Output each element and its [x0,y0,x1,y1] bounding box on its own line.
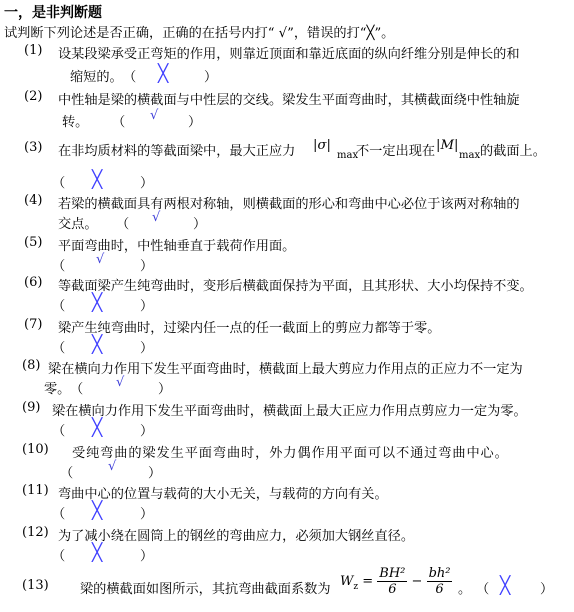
check-mark-icon: √ [150,108,159,123]
answer-close-paren: ） [158,382,172,397]
answer-open-paren: （ [60,466,74,481]
cross-mark-icon: ╳ [92,501,103,521]
question-text: 交点。 [58,217,98,232]
formula-equals: = [358,574,378,589]
question-text: 中性轴是梁的横截面与中性层的交线。梁发生平面弯曲时，其横截面绕中性轴旋 [58,93,520,108]
question-text: 梁在横向力作用下发生平面弯曲时，横截面上最大正应力作用点剪应力一定为零。 [52,404,527,419]
answer-close-paren: ） [540,582,554,597]
item-number: (11) [22,483,49,498]
question-text-part: 不一定出现在 [356,144,436,159]
question-text: 等截面梁产生纯弯曲时，变形后横截面保持为平面，且其形状、大小均保持不变。 [58,279,533,294]
check-mark-icon: √ [108,459,117,474]
fraction-bh-small-squared [427,566,453,597]
answer-open-paren: （ [52,507,66,522]
answer-open-paren: （ [123,70,137,85]
fraction-numerator: BH² [379,566,406,581]
max-subscript: max [337,150,359,161]
answer-open-paren: （ [52,176,66,191]
answer-close-paren: ） [140,424,154,439]
question-text: 转。 [62,115,89,130]
section-title: 一，是非判断题 [4,5,102,21]
question-text-part: 的截面上。 [480,144,546,159]
formula-minus: − [407,574,427,589]
item-number: (5) [24,235,43,250]
sigma-abs-symbol: |σ| [313,138,331,153]
formula-w: W [340,574,354,589]
question-text: 缩短的。 [70,70,123,85]
check-mark-icon: √ [116,375,125,390]
check-mark-icon: √ [96,252,105,267]
cross-mark-icon: ╳ [92,170,103,190]
period-mark: 。 [458,582,472,597]
item-number: (6) [24,275,43,290]
answer-open-paren: （ [116,217,130,232]
answer-close-paren: ） [140,507,154,522]
item-number: (13) [22,578,49,593]
answer-open-paren: （ [52,259,66,274]
item-number: (8) [22,358,41,373]
answer-close-paren: ） [140,299,154,314]
question-text: 梁产生纯弯曲时，过梁内任一点的任一截面上的剪应力都等于零。 [58,321,441,336]
answer-close-paren: ） [204,70,218,85]
question-text: 梁在横向力作用下发生平面弯曲时，横截面上最大剪应力作用点的正应力不一定为 [48,362,523,377]
check-mark-icon: √ [152,210,161,225]
question-text-part: 在非均质材料的等截面梁中，最大正应力 [58,144,296,159]
item-number: (3) [24,140,43,155]
answer-close-paren: ） [140,259,154,274]
item-number: (12) [22,525,49,540]
cross-mark-icon: ╳ [92,543,103,563]
fraction-bh-squared [377,566,407,597]
formula-w-subscript: z [353,582,359,592]
answer-close-paren: ） [140,549,154,564]
question-text: 平面弯曲时，中性轴垂直于载荷作用面。 [58,239,296,254]
fraction-numerator: bh² [428,566,451,581]
cross-mark-icon: ╳ [158,64,169,84]
item-number: (1) [24,43,43,58]
cross-mark-icon: ╳ [92,418,103,438]
answer-open-paren: （ [52,299,66,314]
fraction-denominator: 6 [388,582,397,597]
answer-open-paren: （ [52,341,66,356]
question-text: 若梁的横截面具有两根对称轴，则横截面的形心和弯曲中心必位于该两对称轴的 [58,197,520,212]
question-text: 设某段梁承受正弯矩的作用，则靠近顶面和靠近底面的纵向纤维分别是伸长的和 [58,47,520,62]
item-number: (7) [24,317,43,332]
question-text: 零。 [44,382,71,397]
cross-mark-icon: ╳ [500,576,511,596]
fraction-denominator: 6 [435,582,444,597]
question-text: 受纯弯曲的梁发生平面弯曲时，外力偶作用平面可以不通过弯曲中心。 [72,446,509,461]
answer-close-paren: ） [140,176,154,191]
moment-abs-symbol: |M| [436,138,459,153]
answer-open-paren: （ [52,549,66,564]
answer-open-paren: （ [52,424,66,439]
question-text: 弯曲中心的位置与载荷的大小无关，与载荷的方向有关。 [58,487,388,502]
answer-close-paren: ） [193,217,207,232]
answer-open-paren: （ [112,115,126,130]
question-text: 梁的横截面如图所示，其抗弯曲截面系数为 [80,582,331,597]
item-number: (10) [22,442,49,457]
answer-open-paren: （ [476,582,490,597]
item-number: (2) [24,89,43,104]
answer-close-paren: ） [140,341,154,356]
item-number: (9) [22,400,41,415]
question-text: 为了减小绕在圆筒上的钢丝的弯曲应力，必须加大钢丝直径。 [58,529,415,544]
cross-mark-icon: ╳ [92,293,103,313]
section-modulus-formula [340,566,452,597]
max-subscript: max [459,150,481,161]
answer-close-paren: ） [188,115,202,130]
answer-close-paren: ） [148,466,162,481]
item-number: (4) [24,193,43,208]
instructions: 试判断下列论述是否正确，正确的在括号内打“ √”，错误的打“╳”。 [4,26,395,41]
answer-open-paren: （ [70,382,84,397]
cross-mark-icon: ╳ [92,335,103,355]
